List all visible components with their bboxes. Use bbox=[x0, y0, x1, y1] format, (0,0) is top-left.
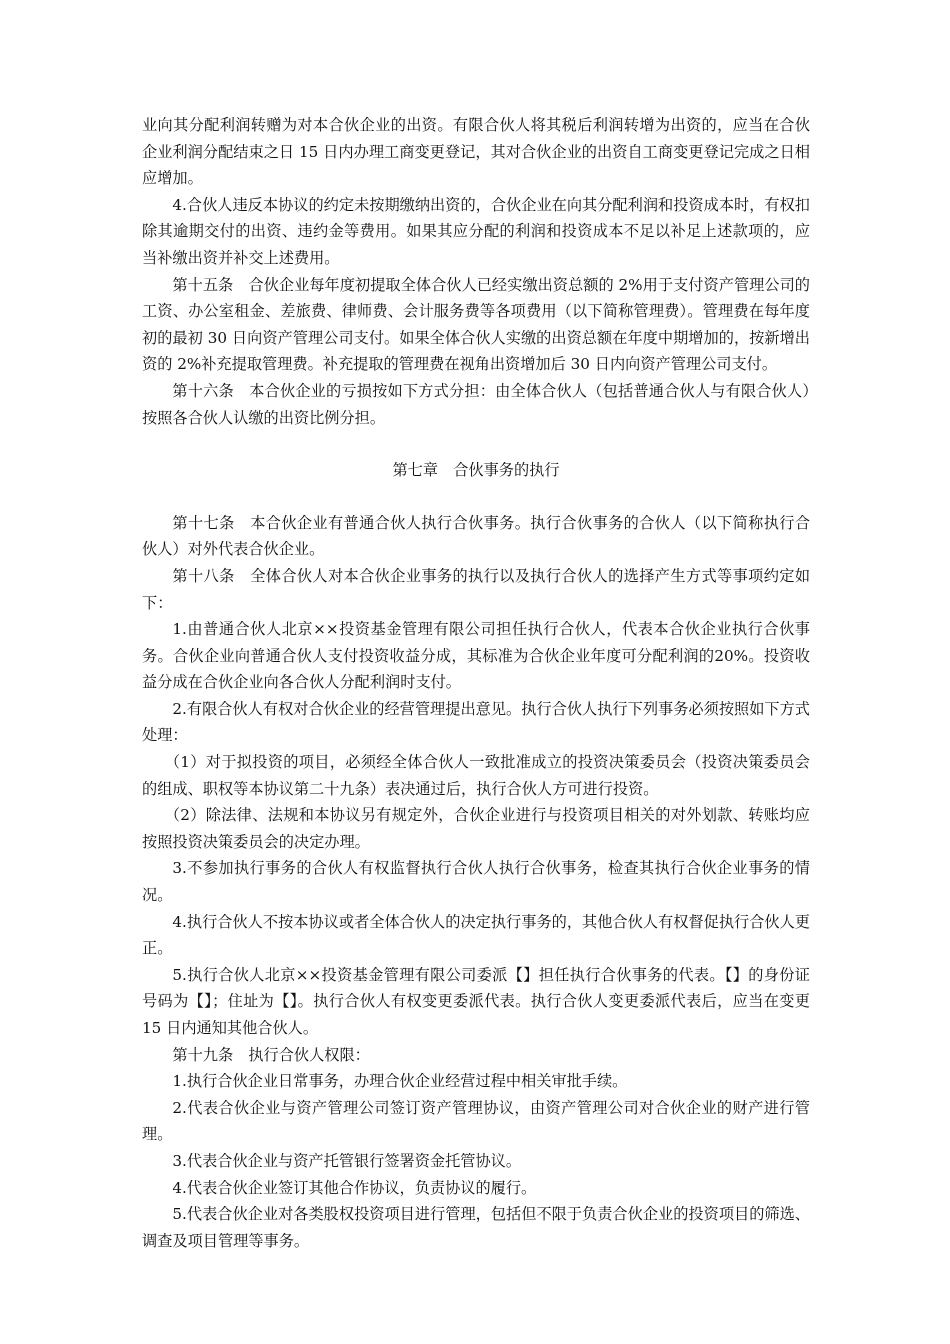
paragraph-article-16: 第十六条 本合伙企业的亏损按如下方式分担：由全体合伙人（包括普通合伙人与有限合伙人）按照各合伙人认缴的出资比例分担。 bbox=[142, 381, 810, 427]
paragraph-19-item-5: 5.代表合伙企业对各类股权投资项目进行管理，包括但不限于负责合伙企业的投资项目的筛选、调查及项目管理等事务。 bbox=[142, 1205, 810, 1250]
paragraph-19-item-1: 1.执行合伙企业日常事务，办理合伙企业经营过程中相关审批手续。 bbox=[172, 1072, 628, 1091]
paragraph-article-19: 第十九条 执行合伙人权限： bbox=[172, 1045, 370, 1064]
paragraph-18-subitem-2: （2）除法律、法规和本协议另有规定外，合伙企业进行与投资项目相关的对外划款、转账均应按照投资决策委员会的决定办理。 bbox=[142, 806, 810, 851]
paragraph-18-subitem-1: （1）对于拟投资的项目，必须经全体合伙人一致批准成立的投资决策委员会（投资决策委员会的组成、职权等本协议第二十九条）表决通过后，执行合伙人方可进行投资。 bbox=[142, 753, 810, 798]
paragraph-article-15: 第十五条 合伙企业每年度初提取全体合伙人已经实缴出资总额的 2%用于支付资产管理公司的工资、办公室租金、差旅费、律师费、会计服务费等各项费用（以下简称管理费）。管理费在每年度初的最初 30 日向资产管理公司支付。如果全体合伙人实缴的出资总额在年度中期增加的，按新增出资的 2%补充提取管理费。补充提取的管理费在视角出资增加后 30 日内向资产管理公司支付。 bbox=[142, 275, 810, 374]
document-page bbox=[142, 112, 810, 1254]
section-after-chapter bbox=[142, 510, 810, 1255]
paragraph-18-item-2: 2.有限合伙人有权对合伙企业的经营管理提出意见。执行合伙人执行下列事务必须按照如下方式处理： bbox=[142, 699, 810, 745]
paragraph-19-item-4: 4.代表合伙企业签订其他合作协议，负责协议的履行。 bbox=[172, 1178, 537, 1197]
paragraph-article-18: 第十八条 全体合伙人对本合伙企业事务的执行以及执行合伙人的选择产生方式等事项约定如下： bbox=[142, 566, 810, 612]
paragraph-continuation: 业向其分配利润转赠为对本合伙企业的出资。有限合伙人将其税后利润转增为出资的，应当在合伙企业利润分配结束之日 15 日内办理工商变更登记，其对合伙企业的出资自工商变更登记完成之日相应增加。 bbox=[142, 116, 810, 188]
paragraph-item-4-default: 4.合伙人违反本协议的约定未按期缴纳出资的，合伙企业在向其分配利润和投资成本时，有权扣除其逾期交付的出资、违约金等费用。如果其应分配的利润和投资成本不足以补足上述款项的，应当补缴出资并补交上述费用。 bbox=[142, 195, 810, 267]
section-before-chapter bbox=[142, 112, 810, 431]
paragraph-18-item-5: 5.执行合伙人北京××投资基金管理有限公司委派【】担任执行合伙事务的代表。【】的身份证号码为【】；住址为【】。执行合伙人有权变更委派代表。执行合伙人变更委派代表后，应当在变更 15 日内通知其他合伙人。 bbox=[142, 965, 810, 1037]
paragraph-18-item-3: 3.不参加执行事务的合伙人有权监督执行合伙人执行合伙事务，检查其执行合伙企业事务的情况。 bbox=[142, 859, 810, 905]
paragraph-18-item-4: 4.执行合伙人不按本协议或者全体合伙人的决定执行事务的，其他合伙人有权督促执行合伙人更正。 bbox=[142, 912, 810, 958]
paragraph-19-item-3: 3.代表合伙企业与资产托管银行签署资金托管协议。 bbox=[172, 1151, 522, 1170]
chapter-title: 第七章 合伙事务的执行 bbox=[392, 461, 560, 480]
paragraph-18-item-1: 1.由普通合伙人北京××投资基金管理有限公司担任执行合伙人，代表本合伙企业执行合伙事务。合伙企业向普通合伙人支付投资收益分成，其标准为合伙企业年度可分配利润的20%。投资收益分成在合伙企业向各合伙人分配利润时支付。 bbox=[142, 620, 810, 692]
paragraph-article-17: 第十七条 本合伙企业有普通合伙人执行合伙事务。执行合伙事务的合伙人（以下简称执行合伙人）对外代表合伙企业。 bbox=[142, 513, 810, 559]
paragraph-19-item-2: 2.代表合伙企业与资产管理公司签订资产管理协议，由资产管理公司对合伙企业的财产进行管理。 bbox=[142, 1098, 810, 1144]
